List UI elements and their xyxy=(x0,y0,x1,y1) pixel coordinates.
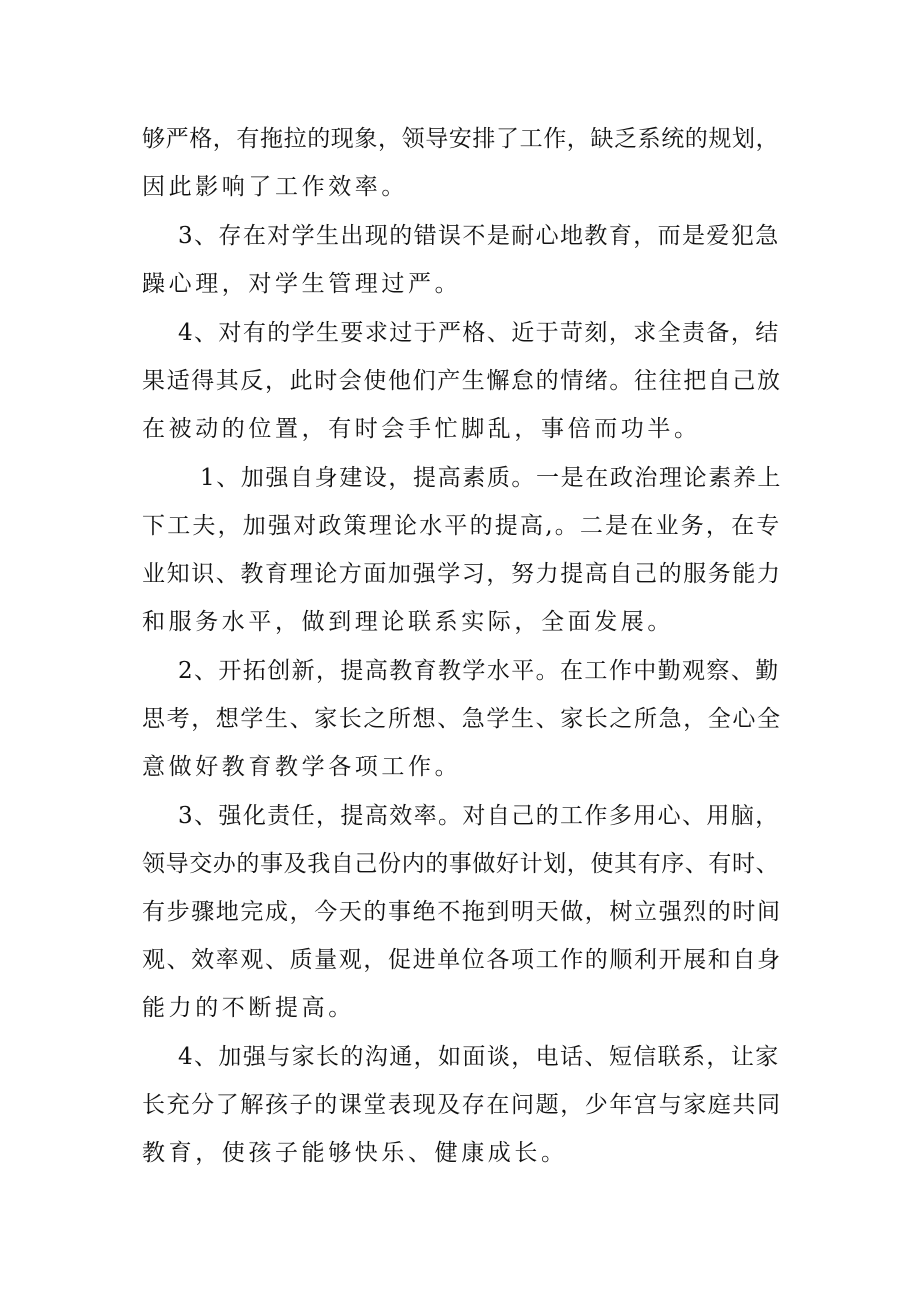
text-line: 3、存在对学生出现的错误不是耐心地教育，而是爱犯急 xyxy=(178,223,780,249)
text-line: 观、效率观、质量观，促进单位各项工作的顺利开展和自身 xyxy=(142,947,782,973)
text-line: 2、开拓创新，提高教育教学水平。在工作中勤观察、勤 xyxy=(178,658,780,684)
text-line: 1、加强自身建设，提高素质。一是在政治理论素养上 xyxy=(200,465,783,491)
text-line: 躁心理，对学生管理过严。 xyxy=(142,271,462,297)
text-line: 领导交办的事及我自己份内的事做好计划，使其有序、有时、 xyxy=(142,851,780,877)
text-line: 够严格，有拖拉的现象，领导安排了工作，缺乏系统的规划， xyxy=(142,126,780,152)
text-line: 有步骤地完成，今天的事绝不拖到明天做，树立强烈的时间 xyxy=(142,899,782,925)
text-line: 果适得其反，此时会使他们产生懈怠的情绪。往往把自己放 xyxy=(142,368,782,394)
text-line: 3、强化责任，提高效率。对自己的工作多用心、用脑， xyxy=(178,803,780,829)
text-line: 和服务水平，做到理论联系实际，全面发展。 xyxy=(142,609,674,635)
text-line: 下工夫，加强对政策理论水平的提高,。二是在业务，在专 xyxy=(142,513,782,539)
text-line: 能力的不断提高。 xyxy=(142,995,355,1021)
text-line: 意做好教育教学各项工作。 xyxy=(142,754,462,780)
text-line: 在被动的位置，有时会手忙脚乱，事倍而功半。 xyxy=(142,416,701,442)
text-line: 业知识、教育理论方面加强学习，努力提高自己的服务能力 xyxy=(142,561,782,587)
text-line: 思考，想学生、家长之所想、急学生、家长之所急，全心全 xyxy=(142,706,782,732)
text-line: 4、加强与家长的沟通，如面谈，电话、短信联系，让家 xyxy=(178,1044,780,1070)
text-line: 教育，使孩子能够快乐、健康成长。 xyxy=(142,1140,568,1166)
text-line: 因此影响了工作效率。 xyxy=(142,174,408,200)
text-line: 长充分了解孩子的课堂表现及存在问题，少年宫与家庭共同 xyxy=(142,1092,782,1118)
text-line: 4、对有的学生要求过于严格、近于苛刻，求全责备，结 xyxy=(178,320,780,346)
